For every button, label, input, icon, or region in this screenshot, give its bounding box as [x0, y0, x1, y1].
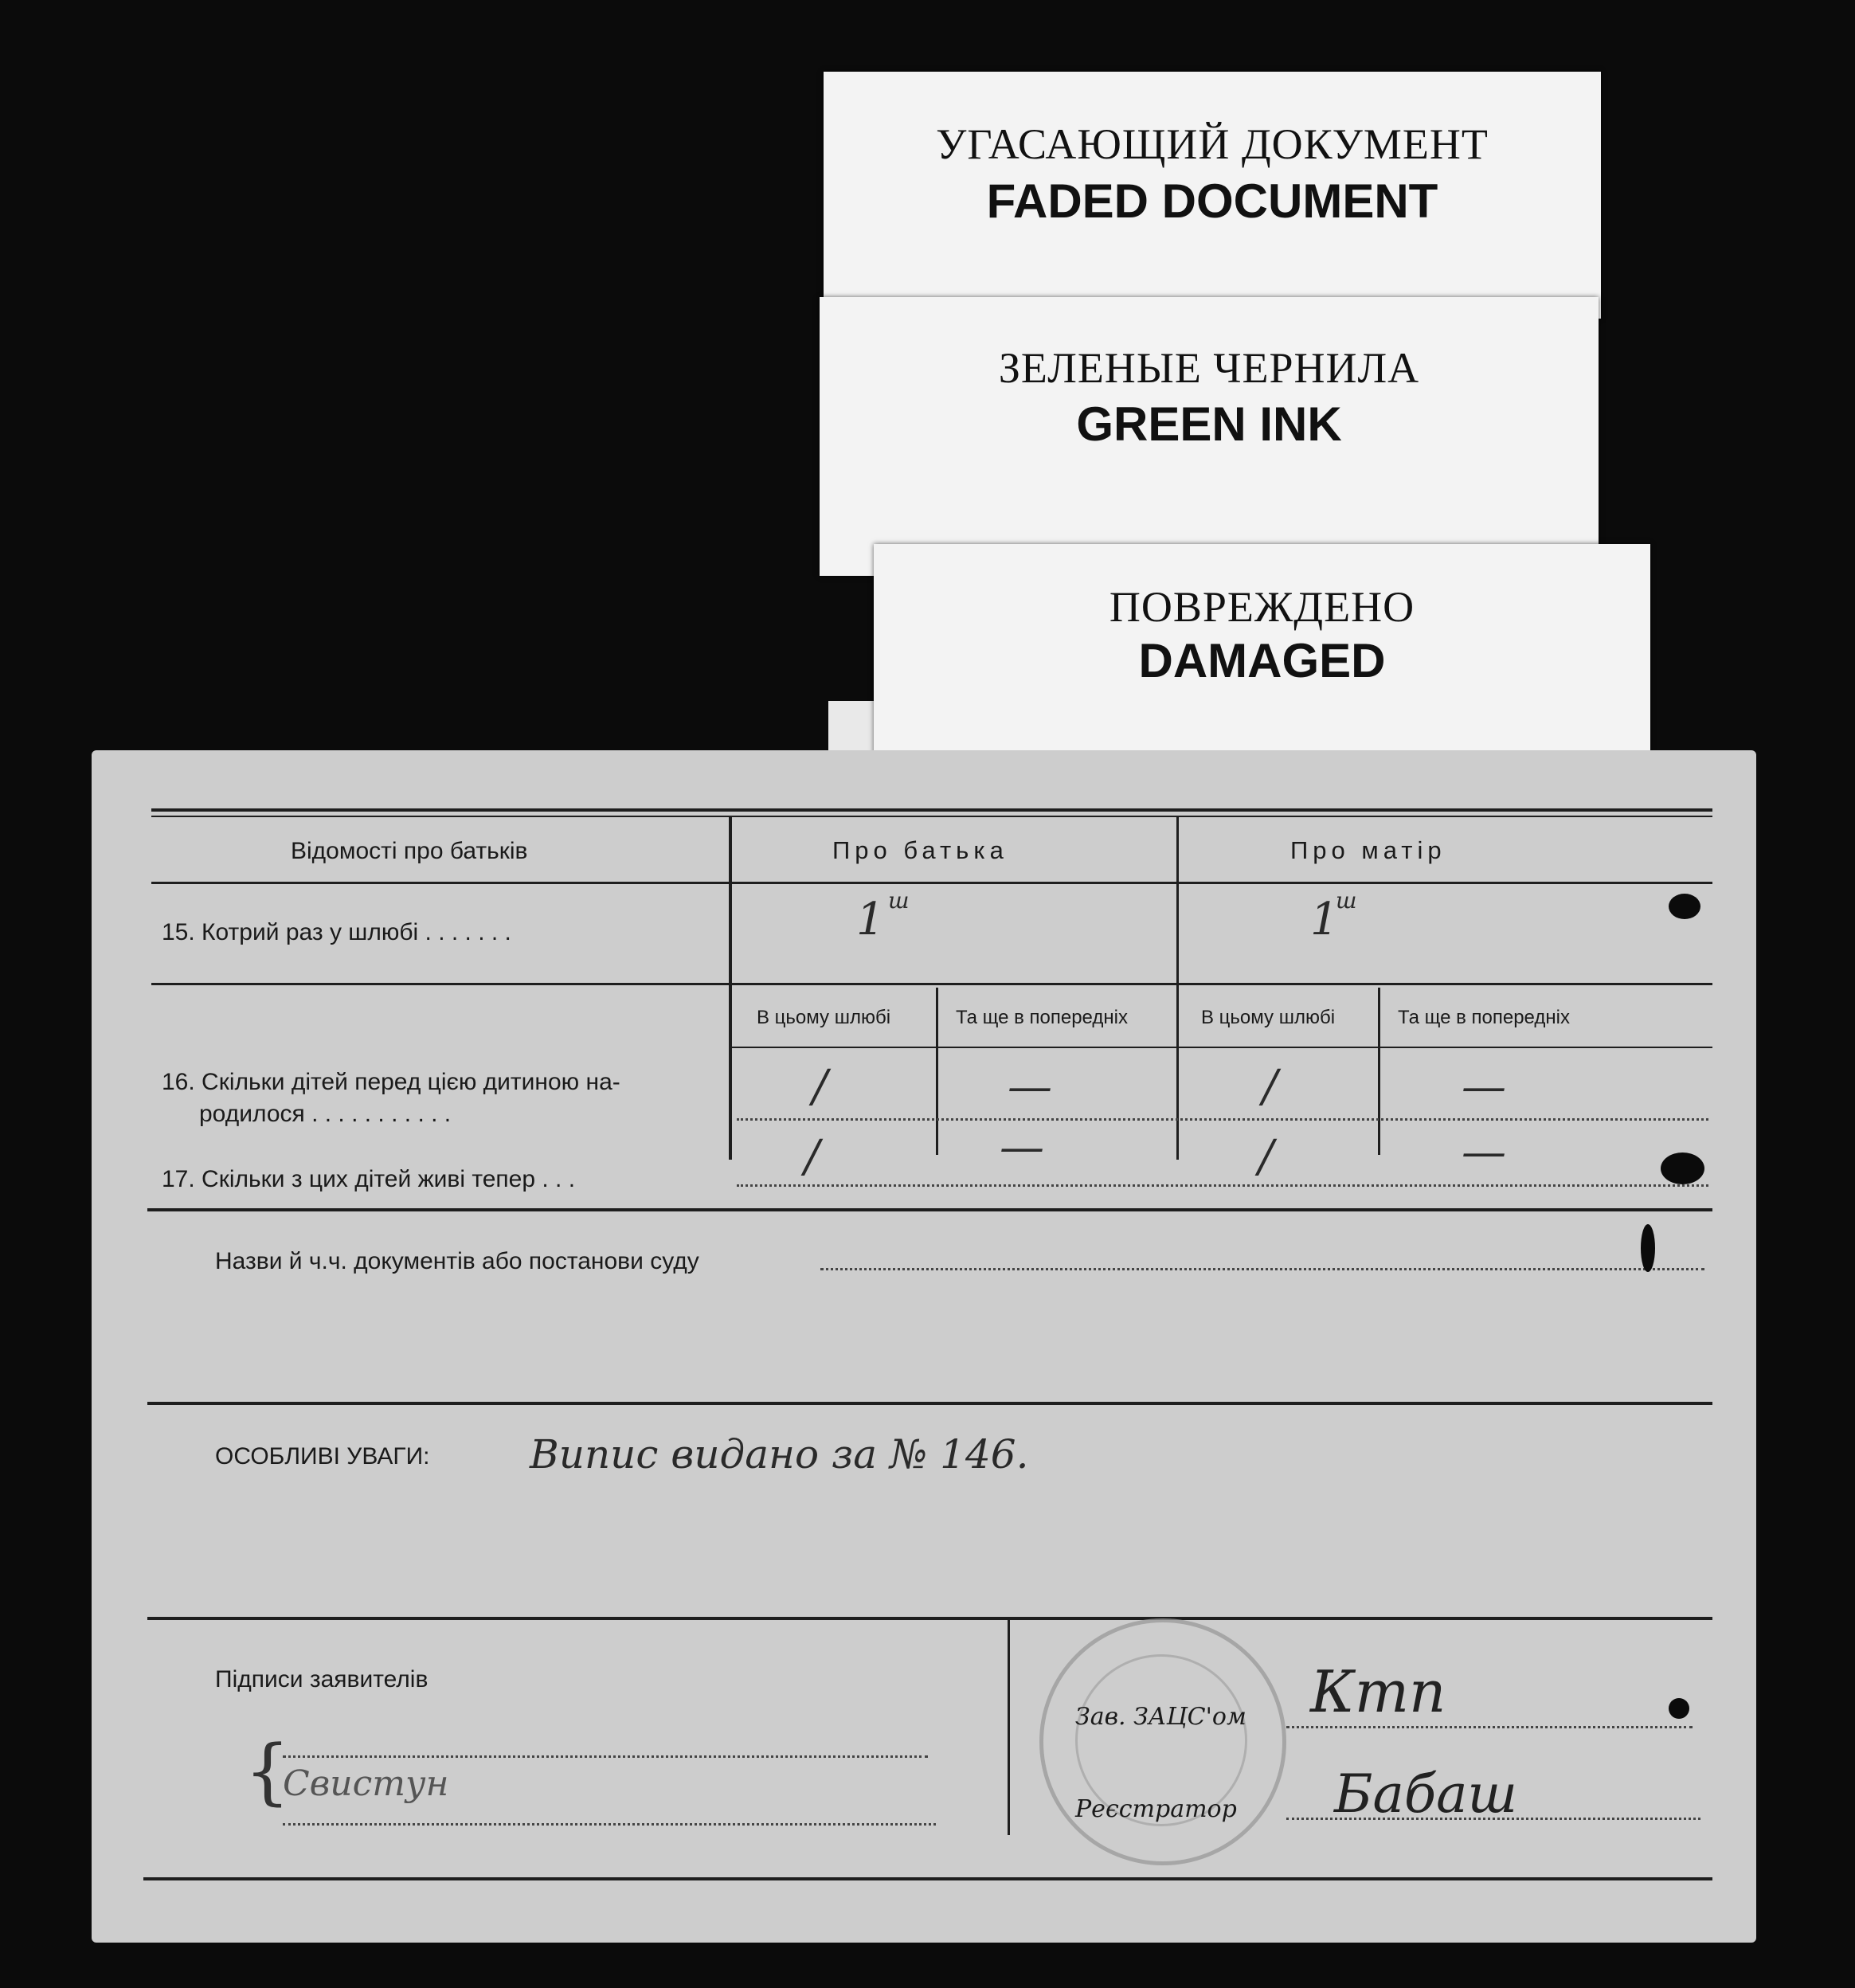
- column-divider: [1176, 817, 1179, 1160]
- row-17-father-current: /: [804, 1131, 820, 1183]
- rule: [151, 816, 1712, 817]
- card-label-ru: ЗЕЛЕНЫЕ ЧЕРНИЛА: [998, 344, 1420, 392]
- rule: [147, 1402, 1712, 1405]
- applicants-signatures-label: Підписи заявителів: [215, 1666, 429, 1693]
- card-label-ru: УГАСАЮЩИЙ ДОКУМЕНТ: [936, 120, 1489, 168]
- damaged-card: [874, 544, 1650, 775]
- dotted-line: [1286, 1726, 1693, 1728]
- rule: [147, 1208, 1712, 1211]
- registry-form-sheet: [92, 750, 1756, 1943]
- row-16-label-line2: родилося . . . . . . . . . . .: [199, 1101, 452, 1127]
- dotted-line: [737, 1184, 1708, 1187]
- head-of-registry-signature: Ктп: [1310, 1658, 1446, 1725]
- documents-label: Назви й ч.ч. документів або постанови суду: [215, 1248, 699, 1274]
- column-divider: [936, 988, 938, 1155]
- card-label-en: DAMAGED: [1138, 634, 1386, 687]
- row-15-label: 15. Котрий раз у шлюбі . . . . . . .: [162, 919, 511, 945]
- row-16-father-previous: —: [1008, 1061, 1052, 1113]
- rule: [151, 983, 1712, 985]
- card-label-en: FADED DOCUMENT: [986, 174, 1438, 228]
- mother-current-marriage-header: В цьому шлюбі: [1201, 1007, 1336, 1028]
- column-divider: [1378, 988, 1380, 1155]
- father-current-marriage-header: В цьому шлюбі: [757, 1007, 891, 1028]
- special-notes-handwriting: Випис видано за № 146.: [530, 1431, 1029, 1477]
- damage-hole: [1669, 1698, 1689, 1719]
- row-17-label: 17. Скільки з цих дітей живі тепер . . .: [162, 1166, 576, 1192]
- damage-hole: [1641, 1224, 1655, 1272]
- rule: [143, 1877, 1712, 1880]
- row-15-mother-suffix: ш: [1336, 887, 1357, 914]
- faded-document-card: [824, 72, 1601, 319]
- row-17-mother-current: /: [1258, 1131, 1274, 1183]
- head-of-registry-label: Зав. ЗАЦС'ом: [1075, 1703, 1246, 1731]
- card-label-en: GREEN INK: [1076, 397, 1342, 451]
- round-seal-stamp: [1039, 1618, 1286, 1865]
- dotted-line: [283, 1823, 936, 1826]
- green-ink-card: [820, 297, 1599, 576]
- row-16-label-line1: 16. Скільки дітей перед цією дитиною на-: [162, 1069, 620, 1095]
- curly-brace-mark: {: [245, 1730, 291, 1814]
- father-header: Про батька: [832, 836, 1008, 864]
- dotted-line: [820, 1268, 1704, 1270]
- row-17-father-previous: —: [1000, 1121, 1044, 1173]
- parents-info-header: Відомості про батьків: [291, 838, 528, 864]
- special-notes-label: ОСОБЛИВІ УВАГИ:: [215, 1443, 430, 1469]
- dotted-line: [737, 1118, 1708, 1121]
- dotted-line: [283, 1755, 928, 1758]
- registrar-signature: Бабаш: [1334, 1763, 1518, 1825]
- father-previous-marriage-header: Та ще в попередніх: [956, 1007, 1128, 1028]
- registrar-label: Реєстратор: [1075, 1795, 1237, 1823]
- row-16-mother-current: /: [1262, 1061, 1278, 1113]
- row-16-father-current: /: [812, 1061, 828, 1113]
- row-15-father-value: 1: [856, 894, 885, 945]
- row-16-mother-previous: —: [1462, 1061, 1506, 1113]
- column-divider: [729, 817, 732, 1160]
- damage-hole: [1669, 894, 1700, 919]
- rule: [729, 1047, 1712, 1048]
- damage-hole: [1661, 1152, 1704, 1184]
- rule: [147, 1617, 1712, 1620]
- mother-header: Про матір: [1290, 836, 1446, 864]
- rule: [151, 882, 1712, 884]
- row-15-mother-value: 1: [1310, 894, 1339, 945]
- rule: [151, 808, 1712, 812]
- row-15-father-suffix: ш: [888, 887, 910, 914]
- applicant-signature: Свистун: [283, 1763, 449, 1804]
- card-label-ru: ПОВРЕЖДЕНО: [1109, 583, 1415, 631]
- column-divider: [1008, 1620, 1010, 1835]
- row-17-mother-previous: —: [1462, 1126, 1506, 1178]
- mother-previous-marriage-header: Та ще в попередніх: [1398, 1007, 1570, 1028]
